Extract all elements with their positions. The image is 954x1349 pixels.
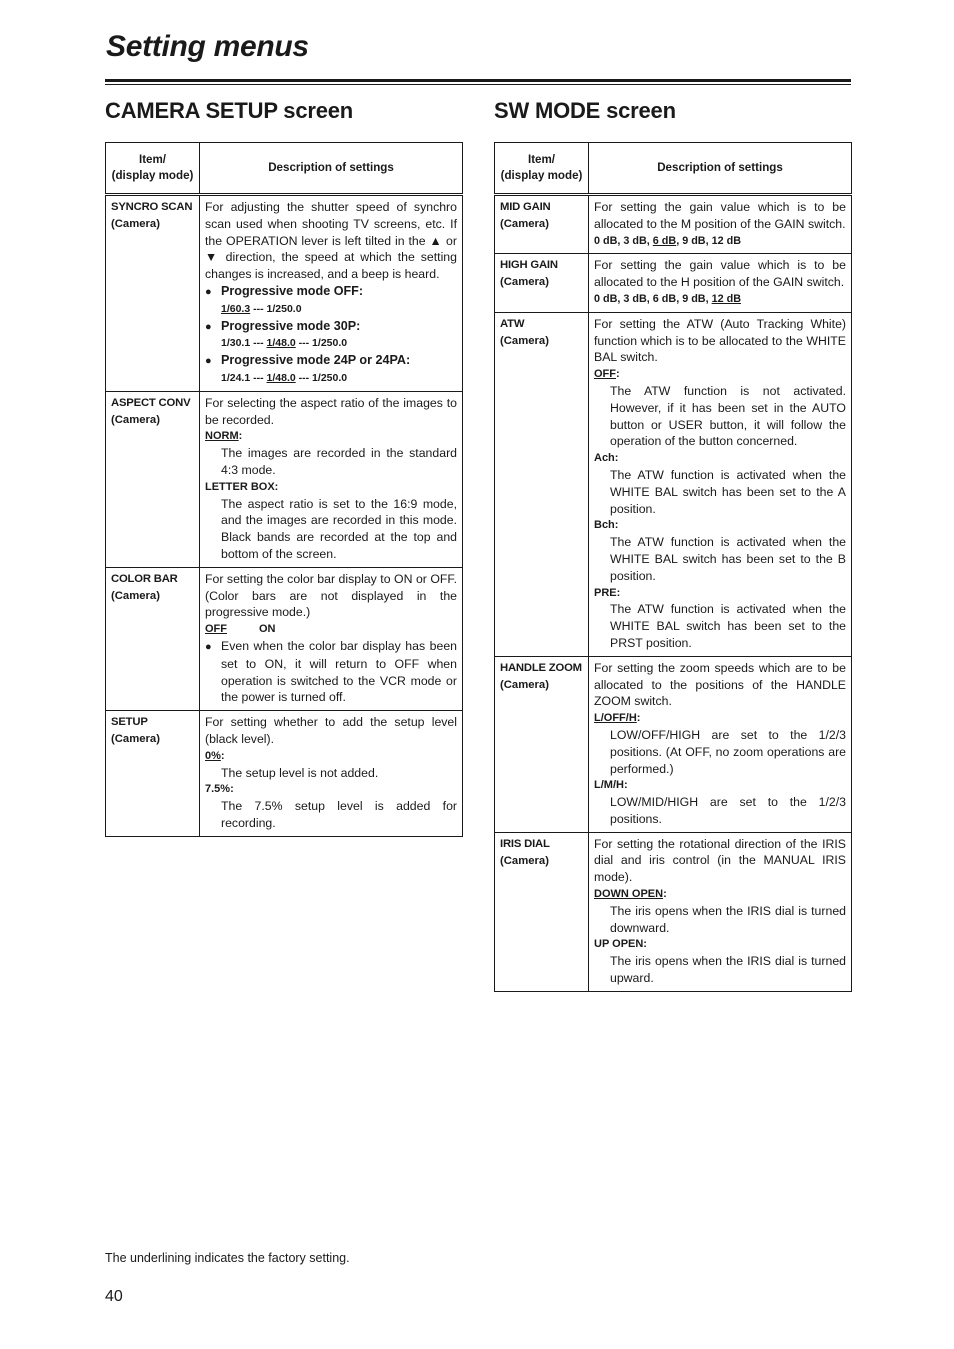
title-rule-thick <box>105 79 851 82</box>
item-column-header <box>106 143 200 195</box>
option-description: The ATW function is activated when the WHITE BAL switch has been set to the A position. <box>610 467 846 516</box>
option-values: 0 dB, 3 dB, 6 dB, 9 dB, 12 dB <box>594 292 741 305</box>
bullet-icon: ● <box>205 320 212 333</box>
option-description: The ATW function is not activated. However, if it has been set in the AUTO button or USER button, it will follow the operation of the button concerned. <box>610 383 846 449</box>
progressive-off-heading: ● Progressive mode OFF: <box>205 283 457 301</box>
item-description: For adjusting the shutter speed of synchro scan used when shooting TV screens, etc. If the OPERATION lever is left tilted in the ▲ or ▼ direction, the speed at which the setting changes is increased, and a beep is heard. <box>205 200 457 282</box>
item-mode: (Camera) <box>111 218 160 230</box>
option-values: OFF ON <box>205 623 276 636</box>
option-description: LOW/OFF/HIGH are set to the 1/2/3 positions. (At OFF, no zoom operations are performed.) <box>610 727 846 776</box>
item-mode: (Camera) <box>500 854 549 867</box>
item-name: MID GAIN <box>500 201 551 213</box>
factory-setting-footnote: The underlining indicates the factory setting. <box>105 1251 350 1265</box>
camera-setup-title: CAMERA SETUP screen <box>105 98 354 123</box>
table-row-handle-zoom <box>495 656 852 832</box>
item-description: For setting the zoom speeds which are to be allocated to the positions of the HANDLE ZOOM switch. <box>594 660 846 709</box>
bullet-icon: ● <box>205 285 212 298</box>
item-name: COLOR BAR <box>111 572 178 585</box>
item-mode: (Camera) <box>500 678 549 691</box>
item-mode: (Camera) <box>500 276 549 289</box>
option-label-off: OFF: <box>594 368 620 381</box>
item-header-line2: (display mode) <box>500 168 583 182</box>
option-label-l-m-h: L/M/H: <box>594 779 628 792</box>
table-row-setup <box>106 711 463 837</box>
factory-default-value: 1/60.3 <box>221 302 251 315</box>
progressive-24p-heading: ● Progressive mode 24P or 24PA: <box>205 352 457 370</box>
item-header-line2: (display mode) <box>111 168 194 182</box>
factory-default-value: 1/48.0 <box>266 337 296 350</box>
description-column-header: Description of settings <box>200 143 463 195</box>
progressive-24p-values: 1/24.1 --- 1/48.0 --- 1/250.0 <box>221 371 348 384</box>
table-row-high-gain <box>495 254 852 312</box>
option-description: The iris opens when the IRIS dial is turned downward. <box>610 903 846 935</box>
item-mode: (Camera) <box>500 218 549 230</box>
factory-default-value: 12 dB <box>711 292 741 305</box>
option-label-7-5-percent: 7.5%: <box>205 783 234 796</box>
option-description: LOW/MID/HIGH are set to the 1/2/3 positions. <box>610 795 846 826</box>
option-description: The ATW function is activated when the WHITE BAL switch has been set to the PRST position. <box>610 602 846 650</box>
progressive-30p-values: 1/30.1 --- 1/48.0 --- 1/250.0 <box>221 337 348 350</box>
item-name: HIGH GAIN <box>500 259 558 272</box>
option-description: The ATW function is activated when the WHITE BAL switch has been set to the B position. <box>610 535 846 583</box>
item-column-header <box>495 143 589 195</box>
item-name: ASPECT CONV <box>111 396 191 409</box>
progressive-30p-heading: ● Progressive mode 30P: <box>205 318 457 336</box>
table-row-atw <box>495 312 852 656</box>
option-label-down-open: DOWN OPEN: <box>594 888 667 901</box>
page-number: 40 <box>105 1288 123 1305</box>
bullet-icon: ● <box>205 640 212 653</box>
item-header-line1: Item/ <box>527 152 556 166</box>
table-row-iris-dial <box>495 832 852 991</box>
item-description: For setting the ATW (Auto Tracking White) function which is to be allocated to the WHITE BAL switch. <box>594 316 846 365</box>
option-description: The aspect ratio is set to the 16:9 mode, and the images are recorded in this mode. Black bands are recorded at the top and bottom of the screen. <box>221 496 457 561</box>
option-label-bch: Bch: <box>594 519 619 532</box>
item-description: For setting the color bar display to ON or OFF. (Color bars are not displayed in the progressive mode.) <box>205 571 457 620</box>
item-description: For setting whether to add the setup level (black level). <box>205 715 457 746</box>
option-description: The setup level is not added. <box>221 765 379 780</box>
table-row-aspect-conv <box>106 391 463 567</box>
item-mode: (Camera) <box>500 334 549 347</box>
camera-setup-table <box>105 142 463 837</box>
description-column-header: Description of settings <box>589 143 852 195</box>
table-row-syncro-scan <box>106 195 463 392</box>
table-row-color-bar <box>106 567 463 710</box>
factory-default-value: 6 dB <box>652 234 677 247</box>
item-name: HANDLE ZOOM <box>500 661 582 674</box>
item-name: SYNCRO SCAN <box>111 201 193 213</box>
item-description: For selecting the aspect ratio of the images to be recorded. <box>205 395 457 427</box>
color-bar-note: ● Even when the color bar display has been set to ON, it will return to OFF when operation is switched to the VCR mode or the power is turned off. <box>205 638 457 705</box>
table-row-mid-gain <box>495 195 852 254</box>
option-label-l-off-h: L/OFF/H: <box>594 712 641 725</box>
option-values: 0 dB, 3 dB, 6 dB, 9 dB, 12 dB <box>594 234 742 247</box>
option-label-pre: PRE: <box>594 586 621 599</box>
option-description: The iris opens when the IRIS dial is turned upward. <box>610 954 846 986</box>
bullet-icon: ● <box>205 355 212 368</box>
item-name: SETUP <box>111 716 148 729</box>
option-description: The images are recorded in the standard 4:3 mode. <box>221 446 457 477</box>
item-name: IRIS DIAL <box>500 837 550 850</box>
page-title: Setting menus <box>106 30 309 63</box>
option-label-letter-box: LETTER BOX: <box>205 480 279 493</box>
item-description: For setting the rotational direction of the IRIS dial and iris control (in the MANUAL IRIS mode). <box>594 836 846 885</box>
item-description: For setting the gain value which is to be allocated to the M position of the GAIN switch. <box>594 200 846 231</box>
factory-default-value: OFF <box>205 623 227 636</box>
option-label-ach: Ach: <box>594 452 619 465</box>
option-description: The 7.5% setup level is added for recording. <box>221 799 457 830</box>
table-header-row <box>106 143 463 195</box>
item-name: ATW <box>500 317 525 330</box>
item-mode: (Camera) <box>111 413 160 426</box>
table-header-row <box>495 143 852 195</box>
title-rule-thin <box>105 84 851 85</box>
progressive-off-values: 1/60.3 --- 1/250.0 <box>221 302 302 315</box>
item-mode: (Camera) <box>111 589 160 602</box>
sw-mode-title: SW MODE screen <box>494 98 676 123</box>
sw-mode-table <box>494 142 852 992</box>
item-header-line1: Item/ <box>138 152 167 166</box>
item-mode: (Camera) <box>111 733 160 746</box>
option-label-0-percent: 0%: <box>205 749 225 762</box>
factory-default-value: 1/48.0 <box>266 371 296 384</box>
option-label-norm: NORM: <box>205 430 243 443</box>
item-description: For setting the gain value which is to be allocated to the H position of the GAIN switch. <box>594 258 846 290</box>
option-label-up-open: UP OPEN: <box>594 938 647 951</box>
